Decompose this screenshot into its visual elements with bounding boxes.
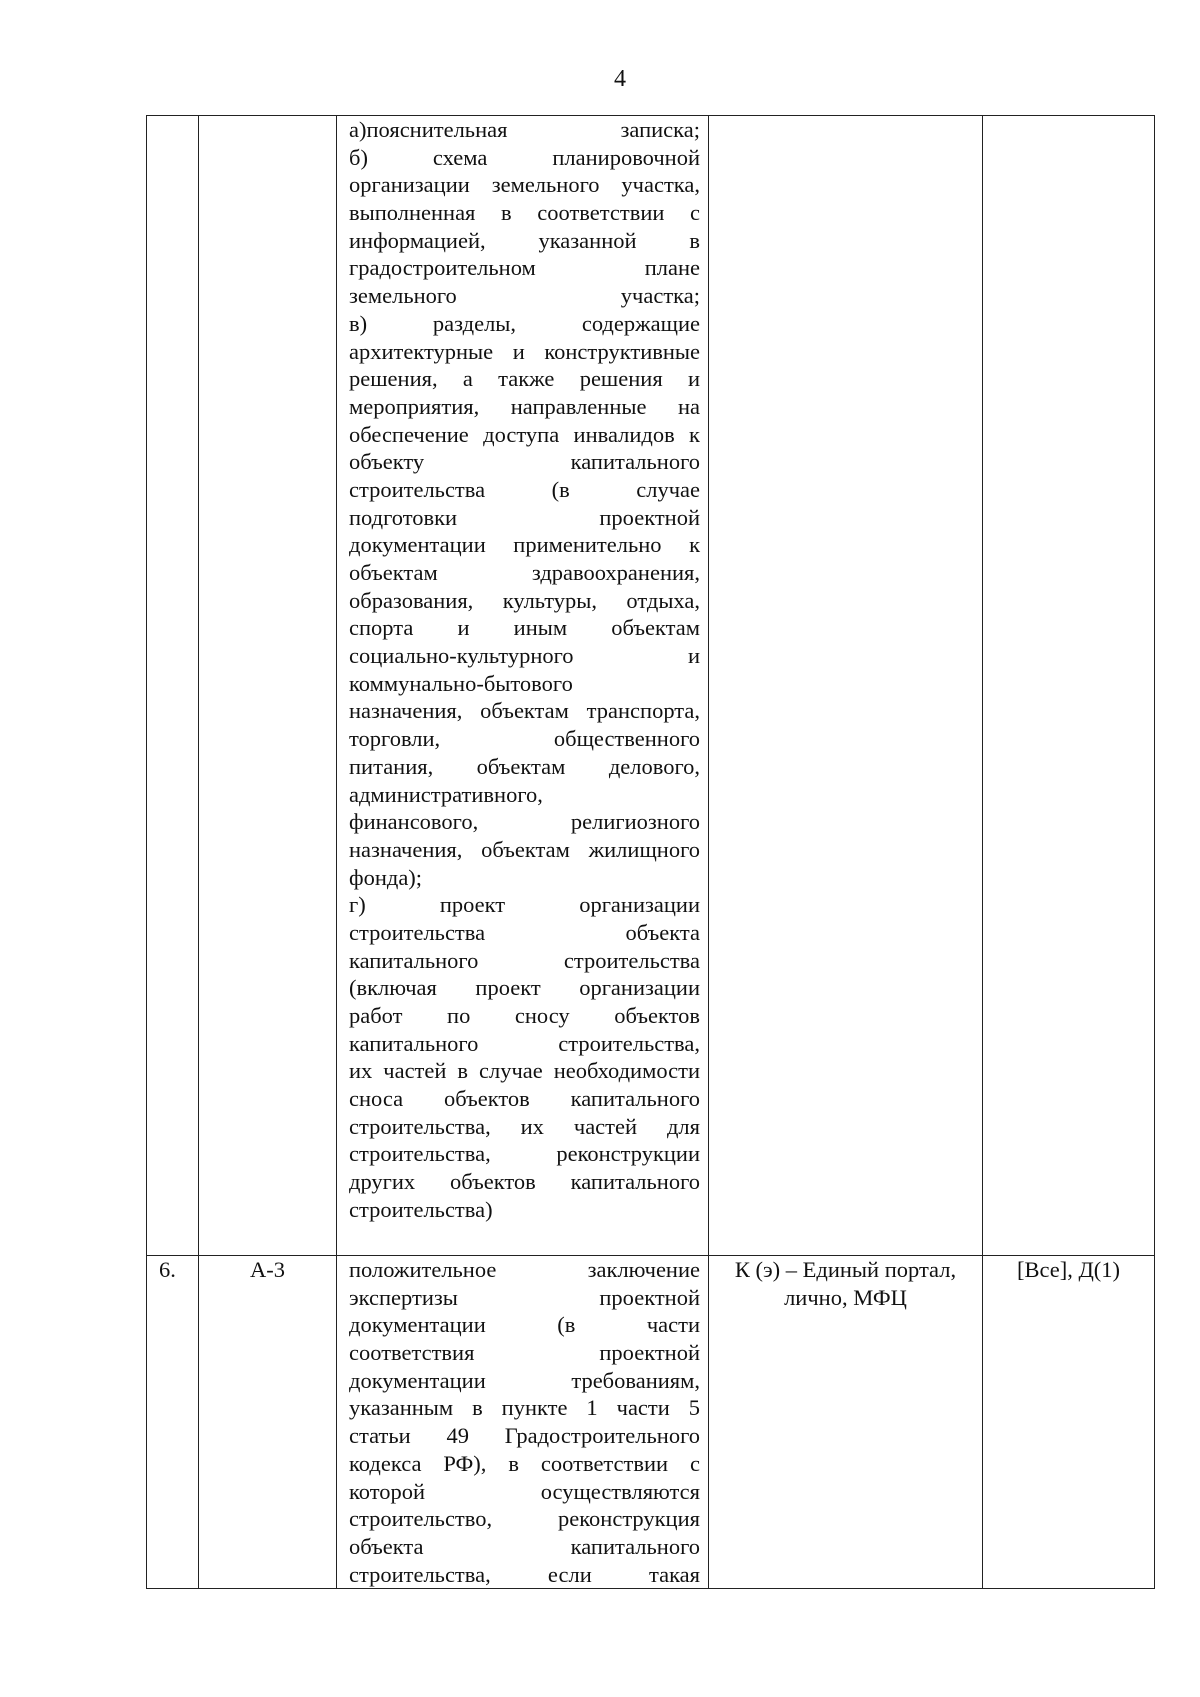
description-line: объектам здравоохранения, xyxy=(349,560,700,585)
description-line: экспертизы проектной xyxy=(349,1284,700,1310)
page-number: 4 xyxy=(614,66,626,92)
description-line: градостроительном плане xyxy=(349,255,700,281)
submission-method-cell: К (э) – Единый портал, лично, МФЦ xyxy=(709,1256,983,1589)
description-cell xyxy=(337,116,709,1256)
description-line: документации требованиям, xyxy=(349,1367,700,1393)
description-line: торговли, общественного xyxy=(349,726,700,752)
description-line: образования, культуры, отдыха, xyxy=(349,587,700,613)
description-line: строительство, реконструкция xyxy=(349,1506,700,1532)
description-line: строительства (в случае xyxy=(349,476,700,502)
description-line: их частей в случае необходимости xyxy=(349,1058,700,1084)
description-line: документации (в части xyxy=(349,1312,700,1338)
description-line: организации земельного участка, xyxy=(349,172,700,198)
description-line: в) разделы, содержащие xyxy=(349,310,700,336)
description-line: документации применительно к xyxy=(349,532,700,558)
applicant-group-cell: [Все], Д(1) xyxy=(983,1256,1155,1589)
description-line: фонда); xyxy=(349,864,423,890)
description-line: назначения, объектам жилищного xyxy=(349,836,700,862)
description-line: спорта и иным объектам xyxy=(349,615,700,641)
description-line: объекта капитального xyxy=(349,1533,700,1559)
description-line: указанным в пункте 1 части 5 xyxy=(349,1395,700,1421)
document-code-cell xyxy=(199,116,337,1256)
applicant-group-cell xyxy=(983,116,1155,1256)
description-line: мероприятия, направленные на xyxy=(349,393,700,419)
table-row xyxy=(147,1256,1155,1589)
table-row xyxy=(147,116,1155,1256)
description-line: положительное заключение xyxy=(349,1257,700,1282)
description-line: архитектурные и конструктивные xyxy=(349,338,700,364)
description-line: других объектов капитального xyxy=(349,1169,700,1195)
description-line: обеспечение доступа инвалидов к xyxy=(349,421,700,447)
description-line: капитального строительства xyxy=(349,947,700,973)
description-line: строительства, реконструкции xyxy=(349,1141,700,1167)
description-line: выполненная в соответствии с xyxy=(349,200,700,226)
document-code-cell: А-3 xyxy=(199,1256,337,1589)
description-line: строительства, их частей для xyxy=(349,1113,700,1139)
description-line: соответствия проектной xyxy=(349,1340,700,1366)
description-line: строительства объекта xyxy=(349,919,700,945)
description-line: г) проект организации xyxy=(349,892,700,918)
description-cell xyxy=(337,1256,709,1589)
description-line: строительства) xyxy=(349,1196,493,1222)
description-line: строительства, если такая xyxy=(349,1561,700,1587)
description-line: которой осуществляются xyxy=(349,1478,700,1504)
description-line: назначения, объектам транспорта, xyxy=(349,698,700,724)
description-line: работ по сносу объектов xyxy=(349,1003,700,1028)
submission-method-cell xyxy=(709,116,983,1256)
description-line: подготовки проектной xyxy=(349,504,700,530)
description-line: а)пояснительная записка; xyxy=(349,117,700,142)
description-line: капитального строительства, xyxy=(349,1030,700,1056)
description-line: земельного участка; xyxy=(349,283,700,309)
description-line: коммунально-бытового xyxy=(349,670,573,696)
description-line: социально-культурного и xyxy=(349,643,700,669)
description-line: сноса объектов капитального xyxy=(349,1086,700,1112)
description-line: объекту капитального xyxy=(349,449,700,475)
description-line: финансового, религиозного xyxy=(349,809,700,835)
description-line: б) схема планировочной xyxy=(349,144,700,170)
description-line: информацией, указанной в xyxy=(349,227,700,253)
row-number-cell xyxy=(147,116,199,1256)
requirements-table xyxy=(146,115,1155,1589)
description-line: кодекса РФ), в соответствии с xyxy=(349,1450,700,1476)
description-line: административного, xyxy=(349,781,543,807)
row-number-cell: 6. xyxy=(147,1256,199,1589)
description-line: статьи 49 Градостроительного xyxy=(349,1423,700,1449)
description-line: решения, а также решения и xyxy=(349,366,700,392)
description-line: (включая проект организации xyxy=(349,975,700,1001)
description-line: питания, объектам делового, xyxy=(349,753,700,779)
